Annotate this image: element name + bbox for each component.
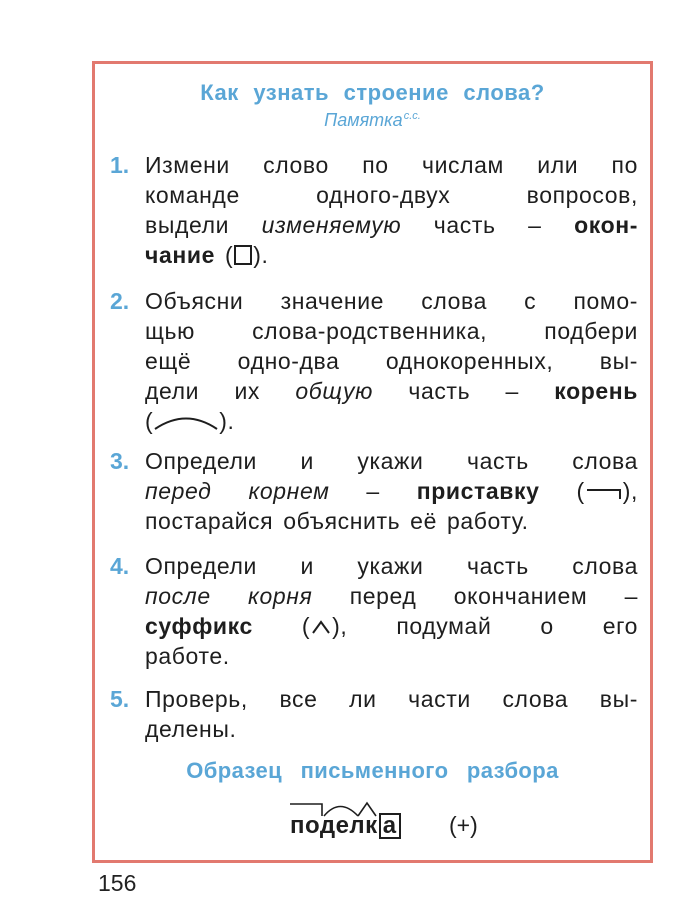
step-line [145,240,638,270]
step-text-plain: ), [622,478,639,504]
step-term: окон- [574,212,639,238]
ending-box-icon [233,244,253,266]
step-4 [110,551,638,671]
step-term: суффикс [145,613,253,639]
page-number: 156 [98,870,137,896]
step-line: Определи и укажи часть слова [145,553,638,579]
step-number: 3. [110,448,130,474]
step-3 [110,446,638,536]
step-text-plain: ), подумай о его [332,613,638,639]
step-text-plain: часть – [373,378,555,404]
step-line [145,376,638,406]
step-text [145,551,638,671]
step-number: 5. [110,686,130,712]
step-line [145,210,638,240]
step-text-plain: ( [539,478,585,504]
step-text-plain: часть – [401,212,575,238]
step-text-italic: после корня [145,583,313,609]
step-line: работе. [145,643,230,669]
memo-subtitle-mark: с.с. [403,110,421,122]
step-2 [110,286,638,436]
step-text-plain: перед окончанием – [312,583,638,609]
step-text-plain: выдели [145,212,262,238]
step-text-plain: дели их [145,378,296,404]
sample-title: Образец письменного разбора [186,758,559,783]
step-text-plain: – [329,478,417,504]
step-line: ещё одно-два однокоренных, вы- [145,348,638,374]
step-line: Определи и укажи часть слова [145,448,638,474]
step-line [145,406,638,436]
memo-subtitle-text: Памятка [324,110,403,130]
prefix-bracket-icon [585,482,623,502]
step-text-plain: ( [252,613,311,639]
step-number: 2. [110,288,130,314]
step-number: 4. [110,553,130,579]
step-term: чание [145,242,215,268]
step-text [145,150,638,270]
step-text-italic: общую [295,378,373,404]
step-1 [110,150,638,270]
sample-word-stem: поделк [290,812,378,839]
step-text-plain: ( [214,242,234,268]
step-text-plain: ). [253,242,269,268]
step-text-italic: перед корнем [145,478,330,504]
step-line: Проверь, все ли части слова вы- [145,686,638,712]
step-line: щью слова-родственника, подбери [145,318,638,344]
step-line: Измени слово по числам или по [145,152,638,178]
morpheme-marks-icon [288,798,428,820]
sample-word-ending: а [379,813,401,839]
step-text-italic: изменяемую [261,212,402,238]
step-text-plain: ( [145,408,154,434]
step-line: Объясни значение слова с помо- [145,288,638,314]
step-term: приставку [416,478,540,504]
step-number: 1. [110,152,130,178]
root-arc-icon [153,412,219,432]
sample-word [290,812,401,840]
step-line: делены. [145,716,237,742]
step-term: корень [554,378,638,404]
step-line [145,476,638,506]
step-line [145,611,638,641]
step-text-plain: ). [219,408,235,434]
memo-title: Как узнать строение слова? [200,80,545,105]
suffix-caret-icon [310,617,332,637]
step-line: команде одного-двух вопросов, [145,182,638,208]
memo-subtitle [92,110,653,131]
step-line: постарайся объяснить её работу. [145,508,529,534]
step-text [145,286,638,436]
step-text [145,446,638,536]
step-5 [110,684,638,744]
sample-sign: (+) [449,812,478,838]
step-text [145,684,638,744]
step-line [145,581,638,611]
